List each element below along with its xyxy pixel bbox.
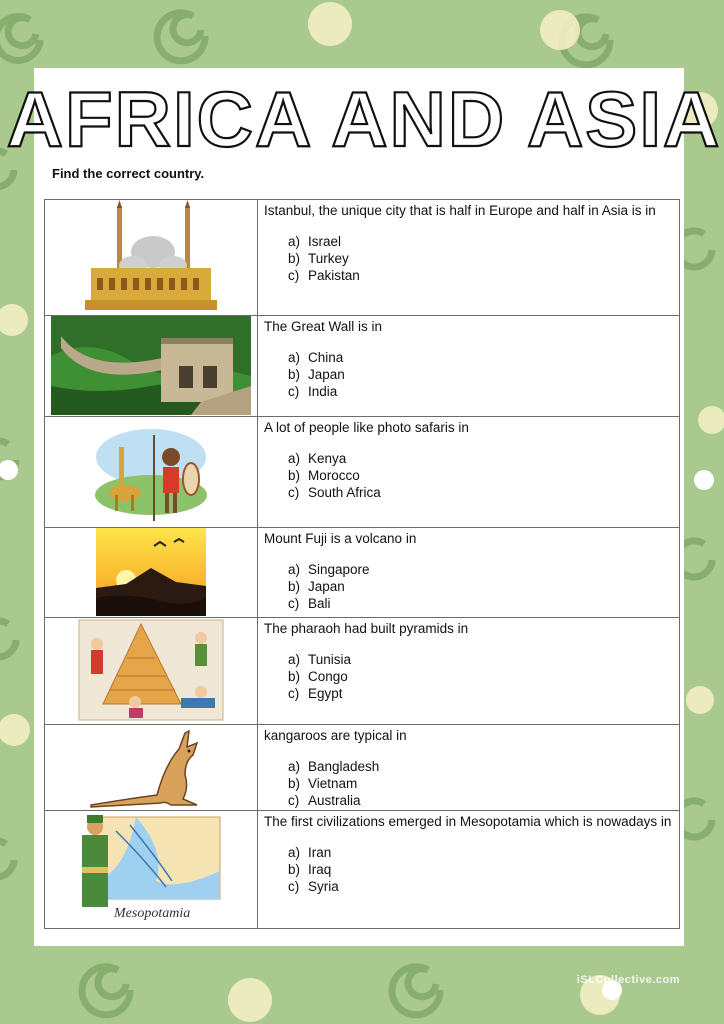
picture-cell bbox=[45, 200, 258, 316]
options-list bbox=[264, 450, 673, 501]
options-list bbox=[264, 844, 673, 895]
question-row bbox=[45, 725, 680, 811]
option-c: c) South Africa bbox=[288, 485, 381, 500]
options-list bbox=[264, 758, 673, 809]
picture-cell bbox=[45, 811, 258, 929]
option-c: c) Syria bbox=[288, 879, 339, 894]
options-list bbox=[264, 233, 673, 284]
question-text: The pharaoh had built pyramids in bbox=[264, 621, 469, 636]
option-a: a) Singapore bbox=[288, 562, 370, 577]
option-c: c) Bali bbox=[288, 596, 331, 611]
question-row bbox=[45, 200, 680, 316]
question-text: Istanbul, the unique city that is half in Europe and half in Asia is in bbox=[264, 203, 656, 218]
worksheet-page bbox=[6, 68, 722, 946]
mosque-illustration bbox=[81, 200, 221, 312]
question-text: A lot of people like photo safaris in bbox=[264, 420, 469, 435]
question-row bbox=[45, 811, 680, 929]
question-cell bbox=[258, 316, 680, 417]
question-cell bbox=[258, 417, 680, 528]
mesopotamia-illustration bbox=[76, 811, 226, 925]
question-cell bbox=[258, 200, 680, 316]
svg-text:AFRICA AND ASIA: AFRICA AND ASIA bbox=[6, 75, 722, 163]
option-b: b) Congo bbox=[288, 669, 348, 684]
question-cell bbox=[258, 811, 680, 929]
question-row bbox=[45, 618, 680, 725]
worksheet-title bbox=[6, 75, 722, 163]
question-row bbox=[45, 316, 680, 417]
option-a: a) Israel bbox=[288, 234, 342, 249]
quiz-table bbox=[44, 199, 680, 929]
question-text: kangaroos are typical in bbox=[264, 728, 407, 743]
picture-cell bbox=[45, 725, 258, 811]
picture-cell bbox=[45, 528, 258, 618]
question-text: The first civilizations emerged in Mesopotamia which is nowadays in bbox=[264, 814, 672, 829]
question-text: The Great Wall is in bbox=[264, 319, 383, 334]
svg-text:Mesopotamia: Mesopotamia bbox=[114, 906, 191, 921]
question-text: Mount Fuji is a volcano in bbox=[264, 531, 417, 546]
option-b: b) Japan bbox=[288, 367, 345, 382]
picture-cell bbox=[45, 618, 258, 725]
option-c: c) Australia bbox=[288, 793, 361, 808]
mount-fuji-illustration bbox=[96, 528, 206, 616]
option-b: b) Vietnam bbox=[288, 776, 358, 791]
option-c: c) Pakistan bbox=[288, 268, 360, 283]
option-b: b) Morocco bbox=[288, 468, 360, 483]
question-row bbox=[45, 528, 680, 618]
option-b: b) Japan bbox=[288, 579, 345, 594]
question-cell bbox=[258, 618, 680, 725]
option-a: a) China bbox=[288, 350, 344, 365]
options-list bbox=[264, 561, 673, 612]
question-row bbox=[45, 417, 680, 528]
option-c: c) Egypt bbox=[288, 686, 343, 701]
option-a: a) Bangladesh bbox=[288, 759, 380, 774]
question-cell bbox=[258, 528, 680, 618]
option-c: c) India bbox=[288, 384, 338, 399]
picture-cell bbox=[45, 417, 258, 528]
pyramid-illustration bbox=[77, 618, 225, 722]
options-list bbox=[264, 651, 673, 702]
option-a: a) Kenya bbox=[288, 451, 347, 466]
kangaroo-illustration bbox=[87, 725, 215, 809]
option-b: b) Turkey bbox=[288, 251, 349, 266]
options-list bbox=[264, 349, 673, 400]
safari-illustration bbox=[91, 417, 211, 525]
picture-cell bbox=[45, 316, 258, 417]
watermark: iSLCollective.com bbox=[576, 974, 680, 986]
option-a: a) Iran bbox=[288, 845, 332, 860]
question-cell bbox=[258, 725, 680, 811]
option-b: b) Iraq bbox=[288, 862, 332, 877]
option-a: a) Tunisia bbox=[288, 652, 352, 667]
great-wall-illustration bbox=[51, 316, 251, 415]
instruction-text: Find the correct country. bbox=[52, 166, 205, 181]
